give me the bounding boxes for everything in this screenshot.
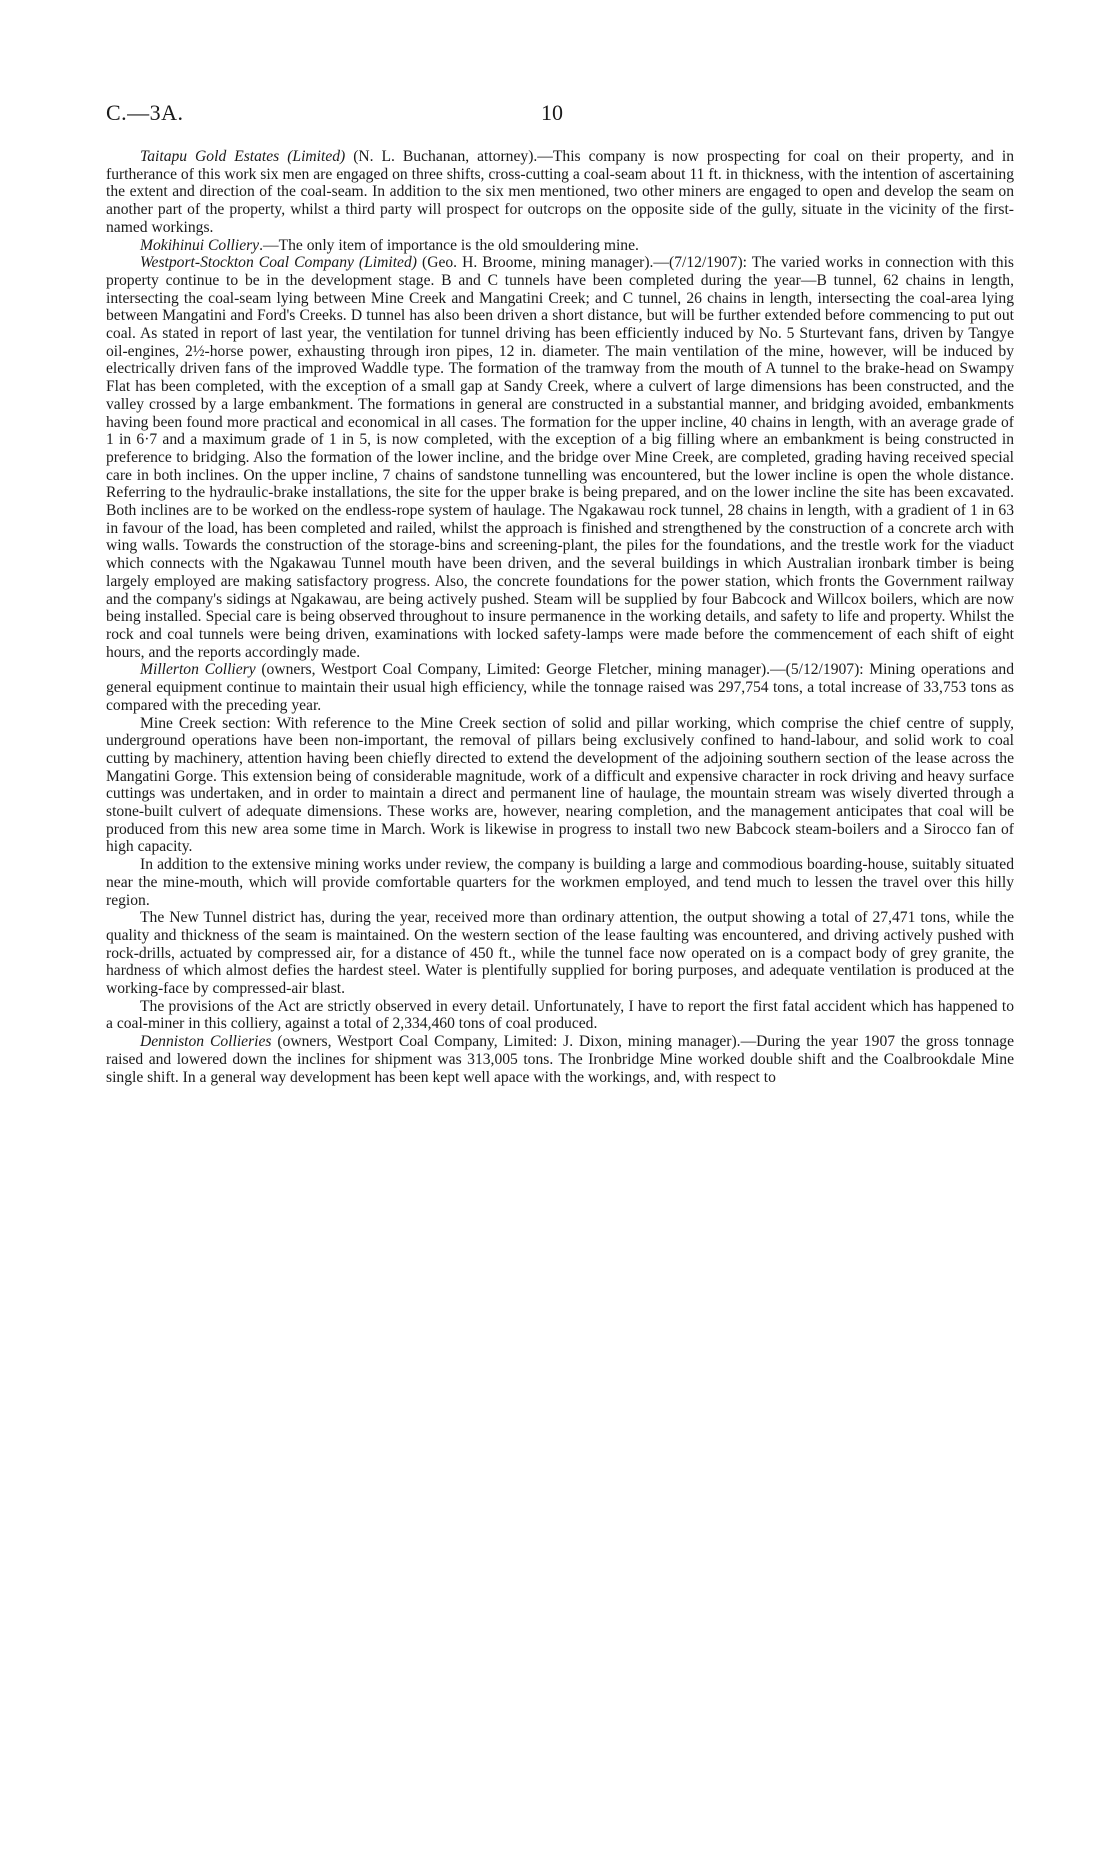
- paragraph-mine-creek: [106, 715, 1014, 857]
- paragraph-text: (owners, Westport Coal Company, Limited: J. Dixon, mining manager).—During the year 1907 the gross tonnage raised and lowered down the inclines for shipment was 313,005 tons. The Ironbridge Mine worked double shift and the Coalbrookdale Mine single shift. In a general way development has been kept well apace with the workings, and, with respect to: [106, 1033, 1014, 1086]
- paragraph-millerton: [106, 661, 1014, 714]
- paragraph-lead: Taitapu Gold Estates (Limited): [140, 148, 346, 165]
- paragraph-mokihinui: [106, 237, 1014, 255]
- paragraph-new-tunnel: [106, 909, 1014, 998]
- paragraph-text: (owners, Westport Coal Company, Limited: George Fletcher, mining manager).—(5/12/1907): Mining operations and general equipment continue to maintain their usual high efficiency, while the tonnage raised was 297,754 tons, a total increase of 33,753 tons as compared with the preceding year.: [106, 661, 1014, 714]
- paragraph-lead: Denniston Collieries: [140, 1033, 272, 1051]
- paragraph-denniston: [106, 1033, 1014, 1086]
- paragraph-text: The New Tunnel district has, during the year, received more than ordinary attention, the output showing a total of 27,471 tons, while the quality and thickness of the seam is maintained. On the western section of the lease faulting was encountered, and driving actively pushed with rock-drills, actuated by compressed air, for a distance of 450 ft., while the tunnel face now operated on is a compact body of grey granite, the hardness of which almost defies the hardest steel. Water is plentifully supplied for boring purposes, and adequate ventilation is produced at the working-face by compressed-air blast.: [106, 909, 1014, 998]
- document-code: C.—3A.: [106, 100, 184, 125]
- paragraph-text: The provisions of the Act are strictly observed in every detail. Unfortunately, I have to report the first fatal accident which has happened to a coal-miner in this colliery, against a total of 2,334,460 tons of coal produced.: [106, 997, 1014, 1033]
- paragraph-text: Mine Creek section: With reference to the Mine Creek section of solid and pillar working, which comprise the chief centre of supply, underground operations have been non-important, the removal of pillars being exclusively confined to hand-labour, and solid work to coal cutting by machinery, attention having been chiefly directed to extend the development of the adjoining southern section of the lease across the Mangatini Gorge. This extension being of considerable magnitude, work of a difficult and expensive character in rock driving and heavy surface cuttings was undertaken, and in order to maintain a direct and permanent line of haulage, the mountain stream was wisely diverted through a stone-built culvert of adequate dimensions. These works are, however, nearing completion, and the management anticipates that coal will be produced from this new area some time in March. Work is likewise in progress to install two new Babcock steam-boilers and a Sirocco fan of high capacity.: [106, 714, 1014, 856]
- paragraph-taitapu: [106, 148, 1014, 237]
- paragraph-lead: Mokihinui Colliery: [140, 236, 260, 254]
- body-text: [106, 148, 1014, 1086]
- paragraph-text: .—The only item of importance is the old smouldering mine.: [259, 236, 639, 254]
- paragraph-westport-stockton: [106, 254, 1014, 661]
- page-header: [106, 100, 1026, 130]
- paragraph-lead: Millerton Colliery: [140, 661, 256, 679]
- paragraph-provisions: [106, 998, 1014, 1033]
- paragraph-boarding-house: [106, 856, 1014, 909]
- page-number: 10: [541, 100, 563, 125]
- paragraph-text: In addition to the extensive mining works under review, the company is building a large and commodious boarding-house, suitably situated near the mine-mouth, which will provide comfortable quarters for the workmen employed, and tend much to lessen the travel over this hilly region.: [106, 856, 1014, 909]
- paragraph-text: (Geo. H. Broome, mining manager).—(7/12/1907): The varied works in connection with this property continue to be in the development stage. B and C tunnels have been completed during the year—B tunnel, 62 chains in length, intersecting the coal-seam lying between Mine Creek and Mangatini Creek; and C tunnel, 26 chains in length, intersecting the coal-area lying between Mangatini and Ford's Creeks. D tunnel has also been driven a short distance, but will be further extended before commencing to put out coal. As stated in report of last year, the ventilation for tunnel driving has been efficiently induced by No. 5 Sturtevant fans, driven by Tangye oil-engines, 2½-horse power, exhausting through iron pipes, 12 in. diameter. The main ventilation of the mine, however, will be induced by electrically driven fans of the improved Waddle type. The formation of the tramway from the mouth of A tunnel to the brake-head on Swampy Flat has been completed, with the exception of a small gap at Sandy Creek, where a culvert of large dimensions has been constructed, and the valley crossed by a large embankment. The formations in general are constructed in a substantial manner, and bridging avoided, embankments having been found more practical and economical in all cases. The formation for the upper incline, 40 chains in length, with an average grade of 1 in 6·7 and a maximum grade of 1 in 5, is now completed, with the exception of a big filling where an embankment is being constructed in preference to bridging. Also the formation of the lower incline, and the bridge over Mine Creek, are completed, grading having received special care in both inclines. On the upper incline, 7 chains of sandstone tunnelling was encountered, but the lower incline is open the whole distance. Referring to the hydraulic-brake installations, the site for the upper brake is being prepared, and on the lower incline the site has been excavated. Both inclines are to be worked on the endless-rope system of haulage. The Ngakawau rock tunnel, 28 chains in length, with a gradient of 1 in 63 in favour of the load, has been completed and railed, whilst the approach is finished and strengthened by the construction of a concrete arch with wing walls. Towards the construction of the storage-bins and screening-plant, the piles for the foundations, and the trestle work for the viaduct which connects with the Ngakawau Tunnel mouth have been driven, and the several buildings in which Australian ironbark timber is being largely employed are making satisfactory progress. Also, the concrete foundations for the power station, which fronts the Government railway and the company's sidings at Ngakawau, are being actively pushed. Steam will be supplied by four Babcock and Willcox boilers, which are now being installed. Special care is being observed throughout to insure permanence in the working details, and safety to life and property. Whilst the rock and coal tunnels were being driven, examinations with locked safety-lamps were made before the commencement of each shift of eight hours, and the reports accordingly made.: [106, 254, 1015, 661]
- paragraph-lead: Westport-Stockton Coal Company (Limited): [140, 254, 417, 272]
- paragraph-text: (N. L. Buchanan, attorney).—This company is now prospecting for coal on their property, and in furtherance of this work six men are engaged on three shifts, cross-cutting a coal-seam about 11 ft. in thickness, with the intention of ascertaining the extent and direction of the coal-seam. In addition to the six men mentioned, two other miners are engaged to open and develop the seam on another part of the property, whilst a third party will prospect for outcrops on the opposite side of the gully, situate in the vicinity of the first-named workings.: [106, 148, 1014, 236]
